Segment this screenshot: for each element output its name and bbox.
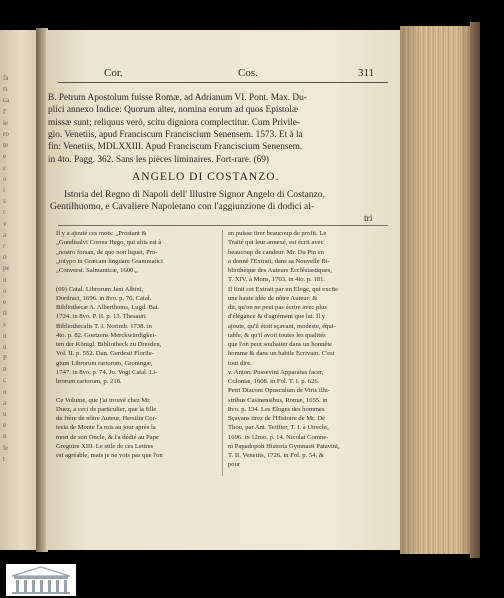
running-head-left: Cor. [104,67,123,79]
footnote-line: est agréable, mais je ne vois pas que l'on [56,452,163,459]
left-page-fragment: o [3,253,7,262]
left-page-fragment: u [3,342,7,351]
left-page-fragment: o [3,387,7,396]
left-page-fragment: r [3,242,6,250]
left-page-fragment: fa [3,74,9,82]
footnote-line: „nostro forsan, de quo non liquet, Pro- [56,248,158,256]
library-logo-icon [6,564,76,596]
footnote-line: T. II. Venetiis, 1726. in Fol. p. 54. & [228,452,324,459]
left-page-fragment: n [3,331,7,340]
subtitle-line: Istoria del Regno di Napoli dell' Illustre Signor Angelo di Costanzo, [64,189,325,200]
left-page-fragment: n [3,432,7,441]
footnote-line: T. XIV. à Mons, 1703. in 4to. p. 181. [228,276,326,284]
footnote-line: stribus Casinensibus, Romæ, 1655. in [228,396,328,404]
footnote-line: (69) Catal. Librorum Jani Albini, [56,285,144,293]
footnote-line: Vol. II. p. 552. Dan. Gerdesii Florile- [56,350,154,358]
footnote-line: ajoute, qu'il étoit sçavant, modeste, équi- [228,322,336,330]
footnote-line: Sçavans tirez de l'Histoire de Mr. De [228,415,325,422]
subtitle-line: tri [364,213,373,224]
left-page-fragment: i [3,186,5,194]
footnote-line: brorum rariorum, p. 218. [56,378,122,385]
left-page-fragment: le [3,443,9,452]
right-page [46,30,402,550]
column-rule [58,225,388,226]
left-page-fragment: s [3,320,6,329]
footnote-line: Coloniæ, 1608. in Fol. T. I. p. 626. [228,378,320,385]
page-block-shadow [400,26,472,554]
footnote-line: „Gundisalvi Correa Hego, qui aliis est à [56,239,162,247]
left-page-fragment: s [3,197,6,206]
left-page-fragment: a [3,398,7,407]
footnote-line: ni Papadopoli Historia Gymnasii Patavini, [228,442,340,450]
left-page-fragment: P [3,354,7,362]
left-page-fragment: ti [3,309,7,318]
footnote-line: du frère de nôtre Auteur, Hersilia Cor- [56,415,157,422]
left-page-fragment: v [3,219,7,228]
left-page-fragment: r [3,208,6,217]
footnote-line: beaucoup de candeur. Mr. Du Pin en [228,248,324,256]
page-number: 311 [358,67,375,79]
footnote-line: dit, qu'on ne peut pas écrire avec plus [228,304,327,311]
footnote-line: Ce Volume, que j'ai trouvé chez Mr. [56,396,151,404]
footnote-line: Dordraci, 1696. in 8vo. p. 76. Catal. [56,294,152,302]
left-page-fragment: e [3,298,7,306]
footnote-line: v. Anton. Possevini Apparatus facer, [228,368,324,376]
footnote-line: une haute idée de nôtre Auteur: & [228,294,318,302]
footnote-line: en puisse tirer beaucoup de profit. Le [228,230,327,237]
footnote-line: Duez, a ceci de particulier, que la fille [56,405,157,413]
footnote-line: „totypo in Græcam linguam Grammatici [56,257,163,265]
subtitle-line: Gentilhuomo, e Cavaliere Napoletano con l'aggiunzione di dodici al- [50,201,315,212]
left-page-fragment: te [3,141,9,150]
left-page-fragment: ri [3,85,8,94]
footnote-line: Il finit cet Extrait par un Eloge, qui excite [228,285,339,293]
left-page-fragment: o [3,286,7,295]
footnote-line: d'élégance & d'agrément que lui. Il y [228,313,326,321]
footnote-line: gium Librorum rariorum, Groningæ, [56,359,153,367]
footnote-line: Thou, par Ant. Teiffier, T. I. à Utrecht, [228,424,329,432]
back-cover-edge [470,22,480,558]
column-divider [222,230,223,476]
footnote-line: table, & qu'il avoit toutes les qualités [228,331,326,339]
footnote-line: Gregoire XIII. Le stile de ces Lettres [56,442,154,450]
footnote-line: que l'on peut souhaiter dans un honnête [228,341,333,348]
footnote-line: 1724. in 8vo. P. II. p. 13. Thesauri [56,313,146,321]
left-page-fragment: t [3,454,5,463]
footnote-line: 1696. in 12mo. p. 14. Nicolai Comne- [228,433,329,441]
left-page-fragment: a [3,230,7,239]
footnote-line: Bibliothecalis T. I. Norimb. 1738. in [56,322,152,330]
footnote-line: tesia de Monte l'a mis au jour après la [56,424,156,432]
left-page-fragment: o [3,174,7,183]
footnote-line: tout dire. [228,359,252,367]
paragraph-line: in 4to. Pagg. 362. Sans les pièces liminaires. Fort-rare. (69) [48,154,270,165]
left-page-fragment: e [3,152,7,161]
footnote-line: Il y a ajouté ces mots: „Prostant & [56,230,147,237]
footnote-line: a donné l'Extrait, dans sa Nouvelle Bi- [228,257,330,265]
footnote-line: Petri Diaconi Opusculum de Viris illu- [228,387,330,395]
footnote-line: 8vo. p. 134. Les Eloges des hommes [228,405,325,413]
left-page-fragment: e [3,421,7,430]
footnote-line: „Conversi. Salmanticæ, 1600.„ [56,267,138,274]
footnote-line: 1747. in 8vo. p. 74. Jo. Vogt Catal. Li- [56,368,158,376]
paragraph-line: gio. Venetiis, apud Franciscum Franciscium Senensem. 1573. Et à la [48,129,303,140]
header-rule [58,82,388,83]
left-page-edge [0,30,36,550]
footnote-line: bliothèque des Auteurs Ecclésiastiques, [228,267,333,274]
paragraph-line: missæ sunt; reliquus verò, scitu digniora complectitur. Cum Privile- [48,117,301,128]
left-page-fragment: pe [3,264,10,273]
footnote-line: 4to. p. 82. Goetzens Merckwürdigkei- [56,331,157,339]
left-page-fragment: ro [3,130,9,138]
left-page-fragment: c [3,163,7,172]
left-page-fragment: u [3,410,7,418]
footnote-line: ten der Königl. Bibliotheck zu Dresden, [56,341,162,348]
left-page-fragment: c [3,376,7,385]
footnote-line: mort de son Oncle, & l'a dédié au Pape [56,433,159,441]
paragraph-line: plici annexo Indice: Quorum alter, nomina eorum ad quos Epistolæ [48,105,299,116]
footnote-line: Bibliothecæ A. Alberthoms, Lugd. Bat. [56,304,160,311]
left-page-fragment: n [3,275,7,284]
left-page-fragment: ca [3,96,10,105]
paragraph-line: fin: Venetiis, MDLXXIII. Apud Franciscum Franciscium Senensem. [48,142,303,153]
left-page-fragment: n [3,365,7,374]
left-page-fragment: ie [3,118,9,127]
left-page-fragment: l' [3,107,7,116]
entry-title: ANGELO DI COSTANZO. [132,171,280,183]
footnote-line: pour [228,461,241,469]
footnote-line: Traité qui leur annexé, est écrit avec [228,239,324,247]
footnote-line: homme & dans un habile Ecrivain. C'est [228,350,335,358]
paragraph-line: B. Petrum Apostolum fuisse Romæ, ad Adrianum VI. Pont. Max. Du- [48,93,307,103]
running-head-center: Cos. [238,67,258,79]
